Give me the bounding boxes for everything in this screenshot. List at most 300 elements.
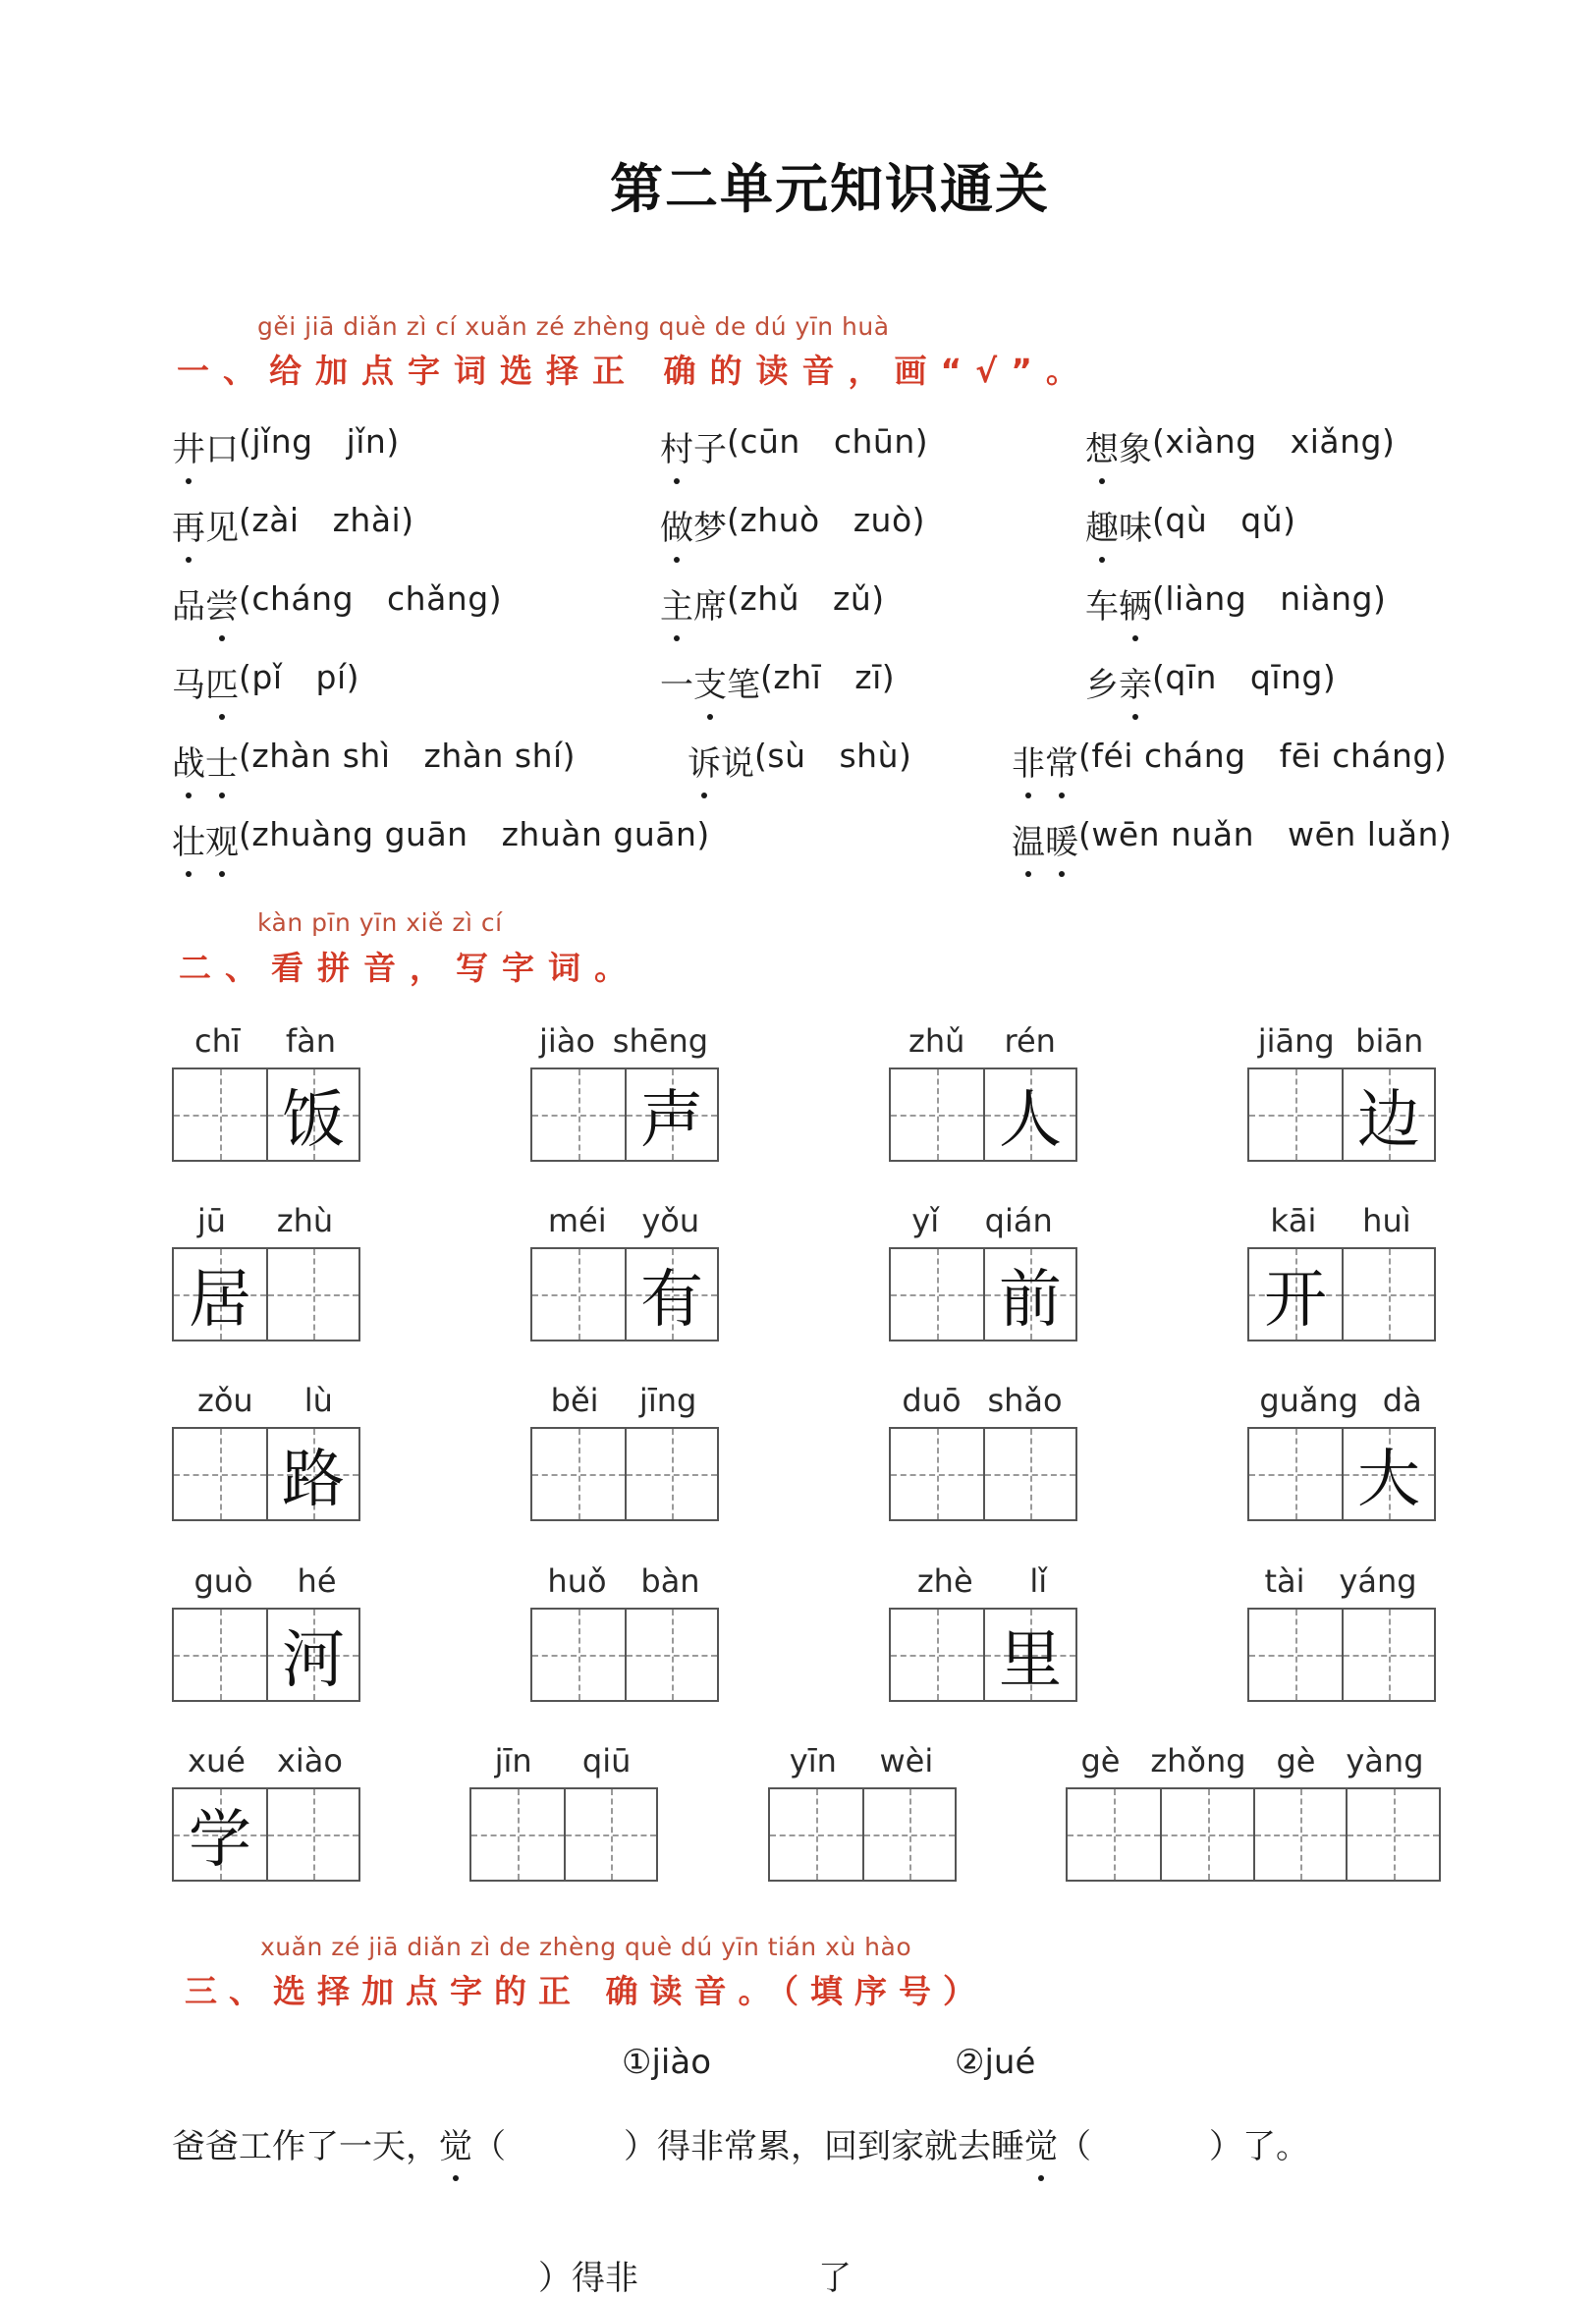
dotted-char: 主 — [660, 579, 693, 628]
paren: ) — [696, 815, 710, 853]
grid-char — [891, 1429, 983, 1519]
pinyin-options — [239, 579, 502, 618]
pinyin-option-1[interactable]: wēn nuǎn — [1091, 815, 1255, 853]
dotted-char: 村 — [660, 422, 693, 470]
given-char-cell — [1249, 1249, 1342, 1340]
syllable: shēng — [612, 1022, 709, 1060]
syllable: chī — [194, 1022, 241, 1060]
pinyin-options — [239, 658, 359, 696]
dotted-char: 辆 — [1119, 579, 1152, 628]
pinyin-option-2[interactable]: qǔ — [1240, 501, 1284, 539]
word-char: 子 — [693, 430, 727, 469]
tianzige-box — [530, 1427, 719, 1521]
pinyin-options — [1152, 501, 1296, 539]
pinyin-option-1[interactable]: qù — [1165, 501, 1208, 539]
grid-char — [268, 1789, 358, 1880]
pinyin-option-2[interactable]: qīng — [1249, 658, 1323, 696]
reading-item — [660, 501, 925, 549]
pinyin-option-2[interactable]: shù — [839, 737, 900, 775]
cut-off-text-right: 了 — [818, 2259, 852, 2298]
pinyin-option-1[interactable]: xiàng — [1165, 422, 1257, 461]
paren: ) — [1381, 422, 1396, 461]
given-char-cell — [266, 1069, 358, 1160]
paren-open-2: （ — [1058, 2127, 1091, 2166]
pinyin-option-2[interactable]: chūn — [833, 422, 915, 461]
blank-char-cell[interactable] — [266, 1789, 358, 1880]
paren: ) — [1283, 501, 1296, 539]
pinyin-options — [239, 501, 414, 539]
paren: ( — [1152, 422, 1166, 461]
given-char-cell — [1342, 1069, 1434, 1160]
option-1: ①jiào — [622, 2043, 712, 2082]
grid-char — [627, 1429, 717, 1519]
section3-heading: 三、选择加点字的正 确读音。（填序号） — [185, 1972, 987, 2010]
dotted-char: 做 — [660, 501, 693, 549]
dotted-char: 温 — [1012, 815, 1045, 863]
dotted-char-1: 觉 — [439, 2119, 472, 2167]
blank-char-cell[interactable] — [532, 1429, 625, 1519]
syllable: biān — [1355, 1022, 1424, 1060]
paren: ( — [239, 737, 252, 775]
pinyin-options — [239, 737, 576, 775]
word-char: 见 — [205, 509, 239, 548]
tianzige-box — [530, 1247, 719, 1341]
word-pinyin — [768, 1742, 955, 1779]
syllable: huǒ — [547, 1562, 607, 1600]
blank-char-cell[interactable] — [1342, 1249, 1434, 1340]
grid-char — [985, 1429, 1075, 1519]
syllable: zhǔ — [908, 1022, 965, 1060]
syllable: yáng — [1339, 1562, 1417, 1600]
blank-char-cell[interactable] — [891, 1429, 983, 1519]
grid-char — [1162, 1789, 1253, 1880]
pinyin-option-1[interactable]: pǐ — [251, 658, 283, 696]
pinyin-options — [1152, 422, 1395, 461]
blank-char-cell[interactable] — [564, 1789, 656, 1880]
pinyin-options — [1078, 815, 1452, 853]
dotted-char: 匹 — [205, 658, 239, 706]
word-pinyin — [530, 1202, 717, 1239]
grid-char: 声 — [639, 1084, 703, 1157]
word-pinyin — [1247, 1562, 1434, 1600]
pinyin-option-2[interactable]: wēn luǎn — [1288, 815, 1439, 853]
given-char-cell — [174, 1249, 266, 1340]
pinyin-option-2[interactable]: zǔ — [833, 579, 872, 618]
blank-char-cell[interactable] — [532, 1249, 625, 1340]
tianzige-box — [1247, 1608, 1436, 1702]
syllable: hé — [297, 1562, 337, 1600]
pinyin-option-2[interactable]: niàng — [1280, 579, 1373, 618]
tianzige-box — [172, 1067, 360, 1162]
reading-item — [660, 658, 895, 706]
blank-char-cell[interactable] — [1253, 1789, 1347, 1880]
pinyin-options — [754, 737, 911, 775]
page-title: 第二单元知识通关 — [610, 157, 1050, 220]
grid-char — [174, 1610, 266, 1700]
reading-item — [172, 422, 400, 470]
grid-char: 河 — [281, 1624, 345, 1697]
tianzige-box — [889, 1608, 1077, 1702]
blank-char-cell[interactable] — [1249, 1429, 1342, 1519]
dotted-char: 想 — [1085, 422, 1119, 470]
pinyin-option-1[interactable]: cūn — [740, 422, 800, 461]
paren: ( — [727, 501, 741, 539]
pinyin-options — [1152, 658, 1336, 696]
word-pinyin — [172, 1022, 358, 1060]
paren: ( — [1152, 658, 1166, 696]
pinyin-option-1[interactable]: zhī — [773, 658, 822, 696]
blank-char-cell[interactable] — [625, 1610, 717, 1700]
pinyin-options — [1078, 737, 1447, 775]
given-char-cell — [266, 1429, 358, 1519]
tianzige-box — [172, 1427, 360, 1521]
tianzige-box — [1247, 1247, 1436, 1341]
given-char-cell — [625, 1249, 717, 1340]
paren: ) — [911, 501, 926, 539]
grid-char — [1249, 1069, 1342, 1160]
grid-char — [864, 1789, 955, 1880]
dotted-char: 支 — [693, 658, 727, 706]
dotted-char: 井 — [172, 422, 205, 470]
reading-item — [172, 579, 502, 628]
blank-char-cell[interactable] — [862, 1789, 955, 1880]
paren: ) — [1372, 579, 1387, 618]
blank-char-cell[interactable] — [1068, 1789, 1160, 1880]
reading-item — [660, 422, 928, 470]
syllable: jū — [196, 1202, 227, 1239]
word-pinyin — [1247, 1202, 1434, 1239]
tianzige-box — [768, 1787, 957, 1882]
section1-heading: 一、给加点字词选择正 确的读音，画“√”。 — [177, 352, 1092, 390]
sentence-part3: ）得非常累，回到家就去睡 — [624, 2127, 1024, 2166]
grid-char — [268, 1249, 358, 1340]
paren: ) — [881, 658, 896, 696]
sentence-part5: ）了。 — [1209, 2127, 1309, 2166]
paren: ( — [239, 422, 252, 461]
paren: ( — [1078, 737, 1092, 775]
syllable: yǒu — [641, 1202, 700, 1239]
syllable: jiāng — [1257, 1022, 1335, 1060]
dotted-char: 尝 — [205, 579, 239, 628]
blank-char-cell[interactable] — [1249, 1069, 1342, 1160]
cut-off-text-left: ）得非 — [538, 2259, 638, 2298]
word-char: 味 — [1119, 509, 1152, 548]
syllable: jīn — [494, 1742, 532, 1779]
syllable: qiū — [581, 1742, 632, 1779]
dotted-char: 亲 — [1119, 658, 1152, 706]
word-pinyin — [530, 1022, 717, 1060]
pinyin-option-1[interactable]: jǐng — [251, 422, 313, 461]
paren: ) — [1433, 737, 1448, 775]
syllable: jiào — [538, 1022, 595, 1060]
word-pinyin — [889, 1022, 1075, 1060]
grid-char: 大 — [1356, 1444, 1420, 1516]
word-char: 品 — [172, 587, 205, 627]
given-char-cell — [174, 1789, 266, 1880]
pinyin-options — [1152, 579, 1386, 618]
word-char: 梦 — [693, 509, 727, 548]
dotted-char: 观 — [205, 815, 239, 863]
syllable: lù — [303, 1382, 333, 1419]
pinyin-option-1[interactable]: cháng — [251, 579, 355, 618]
word-char: 说 — [721, 744, 754, 784]
syllable: gè — [1276, 1742, 1316, 1779]
blank-char-cell[interactable] — [1346, 1789, 1439, 1880]
grid-char — [891, 1249, 983, 1340]
tianzige-box — [889, 1427, 1077, 1521]
tianzige-box — [172, 1608, 360, 1702]
pinyin-option-1[interactable]: féi cháng — [1091, 737, 1246, 775]
paren: ) — [401, 501, 414, 539]
paren: ( — [727, 422, 741, 461]
grid-char: 学 — [188, 1804, 251, 1877]
given-char-cell — [983, 1610, 1075, 1700]
blank-char-cell[interactable] — [266, 1249, 358, 1340]
pinyin-option-1[interactable]: zhàn shì — [251, 737, 391, 775]
grid-char — [891, 1069, 983, 1160]
grid-char — [532, 1610, 625, 1700]
syllable: xué — [188, 1742, 246, 1779]
syllable: yīn — [789, 1742, 837, 1779]
grid-char: 有 — [639, 1264, 703, 1337]
word-pinyin — [889, 1202, 1075, 1239]
syllable: kāi — [1270, 1202, 1317, 1239]
blank-char-cell[interactable] — [532, 1069, 625, 1160]
paren: ( — [239, 579, 252, 618]
reading-item — [172, 658, 359, 706]
grid-char: 前 — [998, 1264, 1062, 1337]
paren: ( — [239, 501, 252, 539]
paren: ( — [727, 579, 741, 618]
syllable: zhù — [276, 1202, 334, 1239]
syllable: yǐ — [911, 1202, 940, 1239]
paren: ( — [1078, 815, 1092, 853]
grid-char — [471, 1789, 564, 1880]
word-char: 象 — [1119, 430, 1152, 469]
reading-item — [660, 579, 885, 628]
pinyin-options — [239, 422, 400, 461]
blank-char-cell[interactable] — [770, 1789, 862, 1880]
word-pinyin — [530, 1382, 717, 1419]
pinyin-option-1[interactable]: liàng — [1165, 579, 1247, 618]
word-char: 马 — [172, 666, 205, 705]
dotted-char: 再 — [172, 501, 205, 549]
grid-char — [891, 1610, 983, 1700]
syllable: guò — [193, 1562, 253, 1600]
word-char: 一 — [660, 666, 693, 705]
paren: ( — [239, 815, 252, 853]
word-char: 口 — [205, 430, 239, 469]
pinyin-option-2[interactable]: xiǎng — [1290, 422, 1382, 461]
grid-char — [1348, 1789, 1439, 1880]
word-pinyin — [469, 1742, 656, 1779]
dotted-char: 壮 — [172, 815, 205, 863]
syllable: duō — [902, 1382, 962, 1419]
pinyin-option-1[interactable]: sù — [767, 737, 806, 775]
grid-char — [174, 1069, 266, 1160]
blank-char-cell[interactable] — [174, 1429, 266, 1519]
pinyin-option-2[interactable]: zī — [854, 658, 882, 696]
pinyin-option-2[interactable]: chǎng — [387, 579, 489, 618]
paren: ) — [1438, 815, 1453, 853]
blank-char-cell[interactable] — [891, 1069, 983, 1160]
paren: ) — [871, 579, 885, 618]
word-char: 车 — [1085, 587, 1119, 627]
pinyin-options — [760, 658, 895, 696]
syllable: gè — [1080, 1742, 1121, 1779]
paren: ) — [899, 737, 912, 775]
grid-char — [532, 1249, 625, 1340]
word-pinyin — [172, 1562, 358, 1600]
grid-char — [566, 1789, 656, 1880]
reading-item — [688, 737, 911, 785]
blank-char-cell[interactable] — [1160, 1789, 1253, 1880]
grid-char — [770, 1789, 862, 1880]
grid-char — [174, 1429, 266, 1519]
pinyin-option-2[interactable]: zhài — [332, 501, 402, 539]
given-char-cell — [1342, 1429, 1434, 1519]
grid-char — [532, 1069, 625, 1160]
blank-char-cell[interactable] — [174, 1610, 266, 1700]
blank-char-cell[interactable] — [891, 1249, 983, 1340]
dotted-char: 非 — [1012, 737, 1045, 785]
paren: ( — [1152, 579, 1166, 618]
syllable: zhè — [916, 1562, 973, 1600]
reading-item — [1012, 815, 1452, 863]
pinyin-option-2[interactable]: jǐn — [346, 422, 387, 461]
reading-item — [1085, 501, 1296, 549]
pinyin-option-2[interactable]: zuò — [853, 501, 912, 539]
word-pinyin — [1247, 1022, 1434, 1060]
paren: ( — [760, 658, 774, 696]
paren: ( — [239, 658, 252, 696]
blank-char-cell[interactable] — [532, 1610, 625, 1700]
grid-char — [1255, 1789, 1347, 1880]
paren: ) — [562, 737, 577, 775]
word-pinyin — [889, 1562, 1075, 1600]
grid-char — [1068, 1789, 1160, 1880]
syllable: zǒu — [197, 1382, 253, 1419]
pinyin-option-1[interactable]: zài — [251, 501, 300, 539]
blank-char-cell[interactable] — [471, 1789, 564, 1880]
grid-char — [1249, 1610, 1342, 1700]
blank-char-cell[interactable] — [174, 1069, 266, 1160]
dotted-char: 士 — [205, 737, 239, 785]
pinyin-option-2[interactable]: zhuàn guān — [501, 815, 697, 853]
reading-item — [1085, 658, 1336, 706]
word-pinyin — [172, 1742, 358, 1779]
syllable: lǐ — [1029, 1562, 1048, 1600]
grid-char: 饭 — [281, 1084, 345, 1157]
word-char: 笔 — [727, 666, 760, 705]
syllable: huì — [1362, 1202, 1411, 1239]
paren: ) — [914, 422, 929, 461]
reading-item — [1012, 737, 1447, 785]
reading-item — [1085, 422, 1395, 470]
pinyin-option-2[interactable]: fēi cháng — [1279, 737, 1434, 775]
given-char-cell — [983, 1249, 1075, 1340]
dotted-char: 诉 — [688, 737, 721, 785]
syllable: wèi — [879, 1742, 934, 1779]
pinyin-options — [239, 815, 710, 853]
word-pinyin — [530, 1562, 717, 1600]
word-pinyin — [1247, 1382, 1434, 1419]
given-char-cell — [983, 1069, 1075, 1160]
pinyin-option-2[interactable]: pí — [315, 658, 347, 696]
dotted-char-2: 觉 — [1024, 2119, 1058, 2167]
tianzige-box — [172, 1247, 360, 1341]
dotted-char: 常 — [1045, 737, 1078, 785]
sentence-part1: 爸爸工作了一天， — [172, 2127, 439, 2166]
syllable: xiào — [276, 1742, 343, 1779]
dotted-char: 战 — [172, 737, 205, 785]
given-char-cell — [266, 1610, 358, 1700]
pinyin-option-1[interactable]: zhuàng guān — [251, 815, 468, 853]
grid-char — [1344, 1610, 1434, 1700]
syllable: guǎng — [1259, 1382, 1359, 1419]
syllable: rén — [1004, 1022, 1056, 1060]
tianzige-box — [1247, 1427, 1436, 1521]
tianzige-box — [172, 1787, 360, 1882]
tianzige-box — [1247, 1067, 1436, 1162]
tianzige-box — [530, 1067, 719, 1162]
grid-char — [1344, 1249, 1434, 1340]
blank-char-cell[interactable] — [1249, 1610, 1342, 1700]
paren: ) — [386, 422, 400, 461]
paren: ) — [346, 658, 359, 696]
tianzige-box — [469, 1787, 658, 1882]
word-char: 席 — [693, 587, 727, 627]
blank-char-cell[interactable] — [983, 1429, 1075, 1519]
syllable: zhǒng — [1150, 1742, 1246, 1779]
blank-char-cell[interactable] — [891, 1610, 983, 1700]
pinyin-option-1[interactable]: zhuò — [740, 501, 820, 539]
blank-char-cell[interactable] — [625, 1429, 717, 1519]
grid-char — [1249, 1429, 1342, 1519]
blank-char-cell[interactable] — [1342, 1610, 1434, 1700]
grid-char: 人 — [998, 1084, 1062, 1157]
pinyin-option-2[interactable]: zhàn shí — [423, 737, 563, 775]
section2-heading: 二、看拼音，写字词。 — [179, 949, 640, 987]
section1-pinyin: gěi jiā diǎn zì cí xuǎn zé zhèng què de dú yīn huà — [257, 312, 890, 341]
word-pinyin — [889, 1382, 1075, 1419]
section3-pinyin: xuǎn zé jiā diǎn zì de zhèng què dú yīn tián xù hào — [260, 1933, 912, 1961]
syllable: jīng — [638, 1382, 697, 1419]
tianzige-box — [889, 1067, 1077, 1162]
grid-char — [627, 1610, 717, 1700]
tianzige-box — [530, 1608, 719, 1702]
syllable: fàn — [285, 1022, 336, 1060]
syllable: dà — [1382, 1382, 1422, 1419]
paren: ) — [488, 579, 503, 618]
section2-pinyin: kàn pīn yīn xiě zì cí — [257, 908, 503, 937]
grid-char: 居 — [188, 1264, 251, 1337]
given-char-cell — [625, 1069, 717, 1160]
grid-char — [532, 1429, 625, 1519]
pinyin-options — [727, 422, 928, 461]
syllable: běi — [550, 1382, 599, 1419]
pinyin-option-1[interactable]: qīn — [1165, 658, 1217, 696]
paren: ( — [1152, 501, 1166, 539]
pinyin-option-1[interactable]: zhǔ — [740, 579, 800, 618]
pinyin-options — [727, 579, 885, 618]
syllable: méi — [547, 1202, 607, 1239]
grid-char: 边 — [1356, 1084, 1420, 1157]
grid-char: 开 — [1263, 1264, 1327, 1337]
syllable: tài — [1264, 1562, 1305, 1600]
word-char: 乡 — [1085, 666, 1119, 705]
dotted-char: 趣 — [1085, 501, 1119, 549]
